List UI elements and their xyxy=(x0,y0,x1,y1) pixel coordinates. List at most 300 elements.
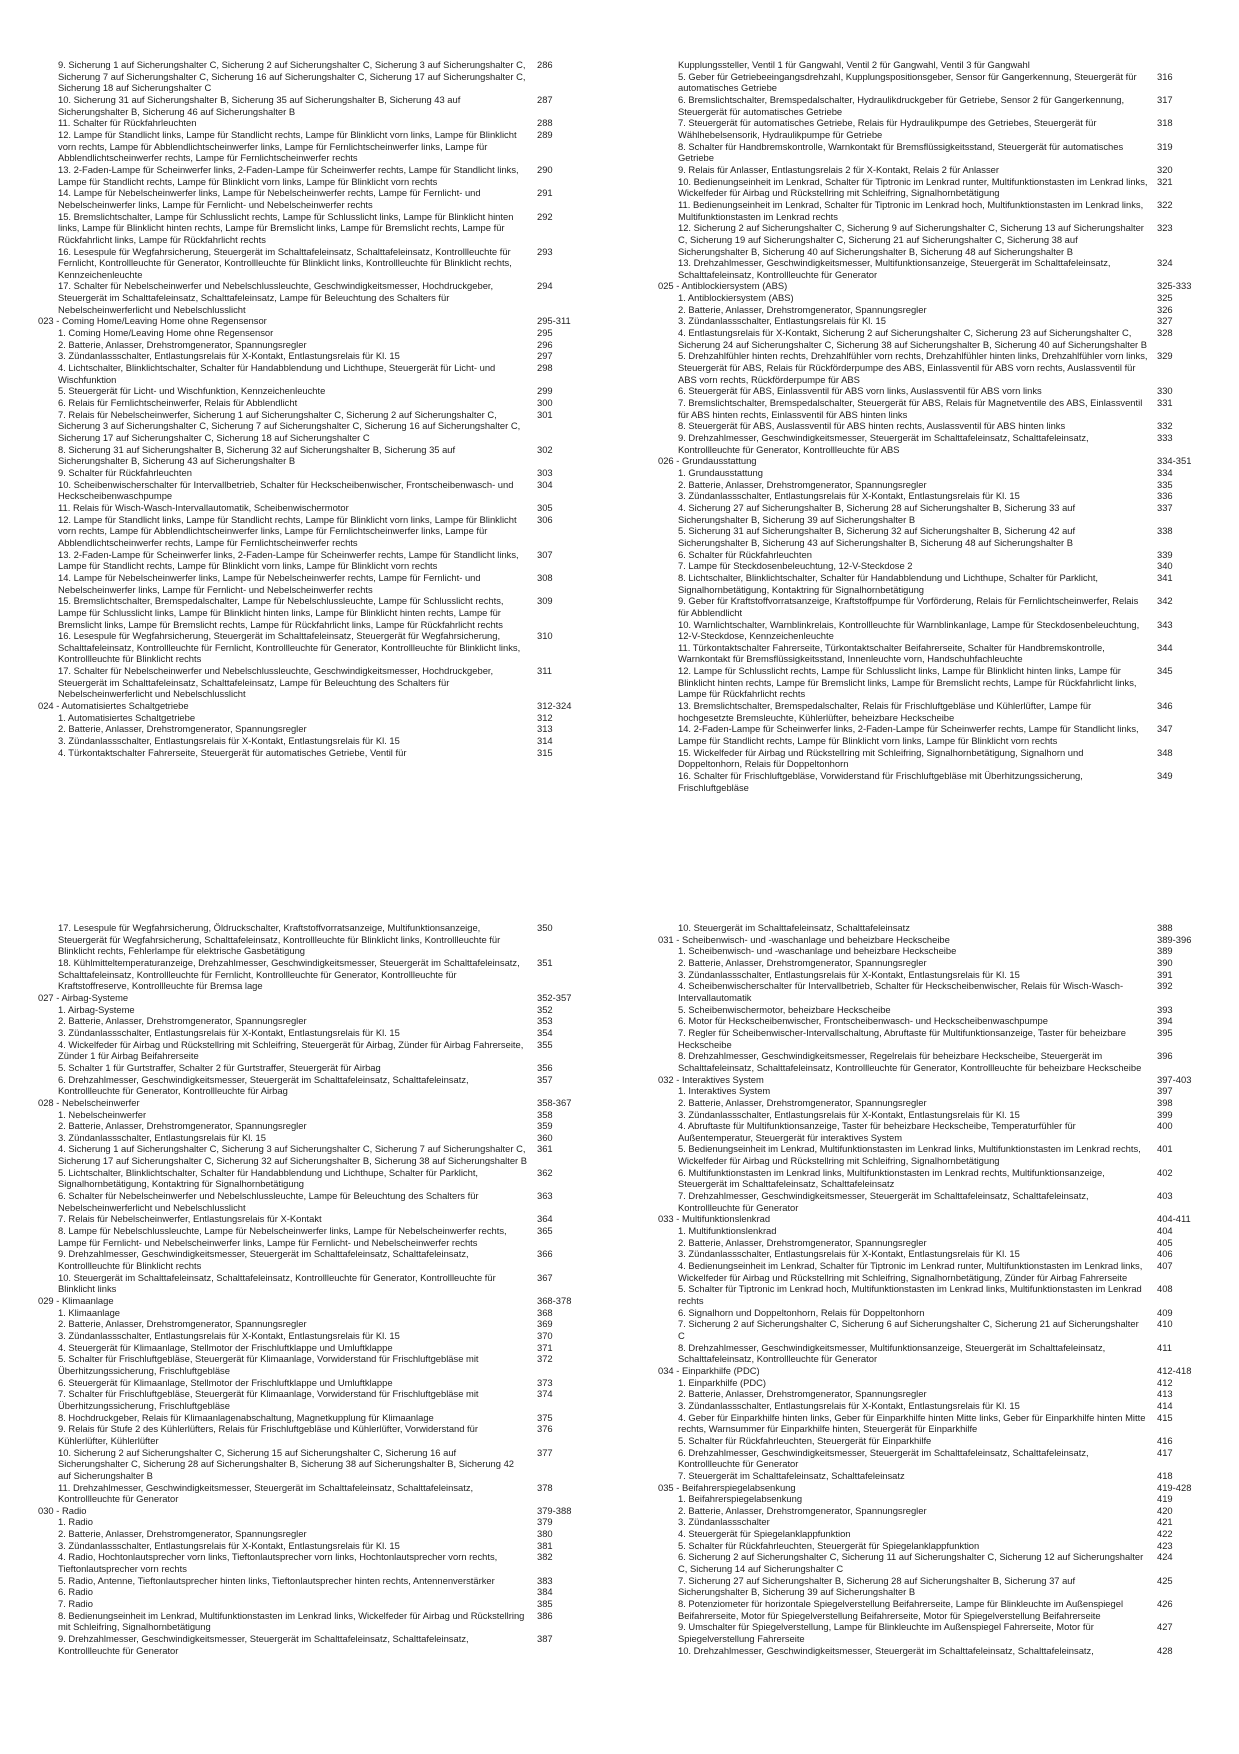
entry-page-number: 404 xyxy=(1157,1225,1173,1237)
toc-entry xyxy=(650,1505,1230,1517)
entry-page-number: 290 xyxy=(537,163,553,175)
toc-entry xyxy=(650,1551,1230,1574)
entry-title: 12. Lampe für Standlicht links, Lampe für Standlicht rechts, Lampe für Blinklicht vorn links, Lampe für Blinklicht vorn rechts, Lampe für Abblendlichtscheinwerfer links, Lampe für Fernlichtscheinwerfer links, Lampe für Abblendlichtscheinwerfer rechts, Lampe für Fernlichtscheinwerfer rechts xyxy=(58,128,517,164)
toc-entry xyxy=(650,304,1230,316)
entry-title: 8. Bedienungseinheit im Lenkrad, Multifunktionstasten im Lenkrad links, Wickelfeder für Airbag und Rückstellring mit Schleifring, Signalhornbetätigung xyxy=(58,1609,525,1633)
section-title: 035 - Beifahrerspiegelabsenkung xyxy=(658,1481,796,1493)
entry-page-number: 311 xyxy=(537,665,552,677)
entry-title: 4. Radio, Hochtonlautsprecher vorn links, Tieftonlautsprecher vorn links, Hochtonlautsprecher vorn rechts, Tieftonlautsprecher vorn rechts xyxy=(58,1551,498,1575)
entry-title: 8. Drehzahlmesser, Geschwindigkeitsmesser, Multifunktionsanzeige, Steuergerät im Schalttafeleinsatz, Schalttafeleinsatz, Kontrollleuchte für Generator xyxy=(678,1341,1106,1365)
entry-title: 6. Steuergerät für ABS, Einlassventil für ABS vorn links, Auslassventil für ABS vorn links xyxy=(678,385,1042,397)
entry-page-number: 338 xyxy=(1157,525,1173,537)
entry-title: 6. Multifunktionstasten im Lenkrad links, Multifunktionstasten im Lenkrad rechts, Multifunktionsanzeige, Steuergerät im Schalttafeleinsatz, Schalttafeleinsatz xyxy=(678,1166,1105,1190)
entry-page-number: 358 xyxy=(537,1108,553,1120)
entry-title: 1. Einparkhilfe (PDC) xyxy=(678,1376,767,1388)
toc-entry xyxy=(30,1190,610,1213)
toc-entry xyxy=(30,747,610,759)
entry-page-number: 337 xyxy=(1157,501,1173,513)
toc-entry xyxy=(650,1575,1230,1598)
entry-page-number: 298 xyxy=(537,362,553,374)
entry-title: 2. Batterie, Anlasser, Drehstromgenerator, Spannungsregler xyxy=(678,1388,927,1400)
entry-title: 8. Lichtschalter, Blinklichtschalter, Schalter für Handabblendung und Lichthupe, Schalter für Parklicht, Signalhornbetätigung, Kontaktring für Signalhornbetätigung xyxy=(678,571,1099,595)
section-title: 025 - Antiblockiersystem (ABS) xyxy=(658,280,788,292)
toc-entry xyxy=(30,1482,610,1505)
toc-entry xyxy=(650,665,1230,700)
entry-page-number: 363 xyxy=(537,1190,553,1202)
entry-page-number: 420 xyxy=(1157,1504,1173,1516)
toc-entry xyxy=(650,747,1230,770)
entry-page-number: 308 xyxy=(537,571,553,583)
toc-column-top-left xyxy=(30,59,610,758)
section-title: 027 - Airbag-Systeme xyxy=(38,991,129,1003)
toc-entry xyxy=(30,1027,610,1039)
entry-title: 9. Drehzahlmesser, Geschwindigkeitsmesser, Steuergerät im Schalttafeleinsatz, Schalttafeleinsatz, Kontrollleuchte für Blinklicht rechts xyxy=(58,1248,469,1272)
entry-page-number: 292 xyxy=(537,210,553,222)
toc-entry xyxy=(650,1598,1230,1621)
entry-page-number: 342 xyxy=(1157,595,1173,607)
entry-page-number: 295 xyxy=(537,327,553,339)
toc-entry xyxy=(650,1621,1230,1644)
toc-entry xyxy=(650,397,1230,420)
entry-page-number: 424 xyxy=(1157,1551,1173,1563)
entry-title: 13. 2-Faden-Lampe für Scheinwerfer links, 2-Faden-Lampe für Scheinwerfer rechts, Lampe für Standlicht links, Lampe für Standlicht rechts, Lampe für Blinklicht vorn links, Lampe für Blinklicht vorn rechts xyxy=(58,548,519,572)
entry-page-number: 355 xyxy=(537,1038,553,1050)
entry-page-number: 287 xyxy=(537,93,553,105)
toc-section-heading xyxy=(30,1097,610,1109)
entry-page-number: 398 xyxy=(1157,1096,1173,1108)
entry-title: 3. Zündanlassschalter, Entlastungsrelais für X-Kontakt, Entlastungsrelais für Kl. 15 xyxy=(58,350,400,362)
toc-entry xyxy=(30,1272,610,1295)
entry-title: 7. Relais für Nebelscheinwerfer, Entlastungsrelais für X-Kontakt xyxy=(58,1213,322,1225)
entry-title: 3. Zündanlassschalter, Entlastungsrelais für Kl. 15 xyxy=(58,1131,266,1143)
entry-page-number: 414 xyxy=(1157,1399,1173,1411)
entry-title: 1. Automatisiertes Schaltgetriebe xyxy=(58,711,196,723)
entry-title: 7. Steuergerät für automatisches Getriebe, Relais für Hydraulikpumpe des Getriebes, Steuergerät für Wählhebelsensorik, Hydraulikpumpe für Getriebe xyxy=(678,117,1097,140)
section-title: 024 - Automatisiertes Schaltgetriebe xyxy=(38,700,189,712)
toc-entry xyxy=(650,1050,1230,1073)
entry-title: 8. Sicherung 31 auf Sicherungshalter B, Sicherung 32 auf Sicherungshalter B, Sicherung 35 auf Sicherungshalter B, Sicherung 43 auf Sicherungshalter B xyxy=(58,443,456,467)
entry-title: 5. Geber für Getriebeeingangsdrehzahl, Kupplungspositionsgeber, Sensor für Gangerkennung, Steuergerät für automatisches Getriebe xyxy=(678,70,1137,94)
entry-page-number: 361 xyxy=(537,1143,553,1155)
entry-page-number: 323 xyxy=(1157,222,1173,234)
entry-title: 5. Drehzahlfühler hinten rechts, Drehzahlfühler vorn rechts, Drehzahlfühler hinten links, Drehzahlfühler vorn links, Steuergerät für ABS, Relais für Rückförderpumpe des ABS, Einlassventil für ABS vorn rechts, Auslassventil für ABS vorn rechts, Rückförderpumpe für ABS xyxy=(678,350,1148,385)
toc-entry xyxy=(30,94,610,117)
entry-page-number: 307 xyxy=(537,548,553,560)
toc-entry xyxy=(650,164,1230,176)
toc-entry xyxy=(30,1540,610,1552)
entry-page-number: 359 xyxy=(537,1120,553,1132)
entry-page-number: 368 xyxy=(537,1306,553,1318)
entry-page-number: 296 xyxy=(537,338,553,350)
toc-entry xyxy=(650,59,1230,71)
toc-entry xyxy=(650,490,1230,502)
entry-title: 7. Steuergerät im Schalttafeleinsatz, Schalttafeleinsatz xyxy=(678,1469,905,1481)
entry-page-number: 329 xyxy=(1157,350,1173,362)
toc-entry xyxy=(30,1039,610,1062)
toc-entry xyxy=(30,339,610,351)
toc-entry xyxy=(30,1353,610,1376)
toc-entry xyxy=(650,1528,1230,1540)
toc-entry xyxy=(650,1318,1230,1341)
toc-entry xyxy=(30,1388,610,1411)
toc-entry xyxy=(30,957,610,992)
toc-entry xyxy=(30,129,610,164)
toc-entry xyxy=(30,514,610,549)
entry-title: 4. Steuergerät für Klimaanlage, Stellmotor der Frischluftklappe und Umluftklappe xyxy=(58,1341,393,1353)
entry-page-number: 408 xyxy=(1157,1283,1173,1295)
toc-entry xyxy=(30,572,610,595)
toc-entry xyxy=(30,397,610,409)
entry-title: 5. Schalter für Rückfahrleuchten, Steuergerät für Einparkhilfe xyxy=(678,1434,932,1446)
entry-title: 4. Wickelfeder für Airbag und Rückstellring mit Schleifring, Steuergerät für Airbag, Zünder für Airbag Fahrerseite, Zünder 1 für Airbag Beifahrerseite xyxy=(58,1038,524,1062)
entry-title: 2. Batterie, Anlasser, Drehstromgenerator, Spannungsregler xyxy=(58,1015,307,1027)
section-title: 034 - Einparkhilfe (PDC) xyxy=(658,1364,760,1376)
entry-page-number: 390 xyxy=(1157,956,1173,968)
entry-title: 6. Schalter für Nebelscheinwerfer und Nebelschlussleuchte, Lampe für Beleuchtung des Schalters für Nebelscheinwerferlicht und Nebelschlusslicht xyxy=(58,1190,479,1213)
toc-entry xyxy=(650,560,1230,572)
entry-title: 8. Schalter für Handbremskontrolle, Warnkontakt für Bremsflüssigkeitsstand, Steuergerät für automatisches Getriebe xyxy=(678,140,1124,164)
toc-entry xyxy=(650,1225,1230,1237)
entry-page-number: 410 xyxy=(1157,1318,1173,1330)
toc-entry xyxy=(650,1400,1230,1412)
entry-title: 4. Lichtschalter, Blinklichtschalter, Schalter für Handabblendung und Lichthupe, Steuergerät für Licht- und Wischfunktion xyxy=(58,362,496,385)
entry-page-number: 306 xyxy=(537,513,553,525)
entry-title: 2. Batterie, Anlasser, Drehstromgenerator, Spannungsregler xyxy=(678,1504,927,1516)
entry-title: 1. Scheibenwisch- und -waschanlage und beheizbare Heckscheibe xyxy=(678,945,957,957)
toc-section-heading xyxy=(650,1482,1230,1494)
entry-title: 5. Schalter für Frischluftgebläse, Steuergerät für Klimaanlage, Vorwiderstand für Frischluftgebläse mit Überhitzungssicherung, Frischluftgebläse xyxy=(58,1353,479,1376)
toc-entry xyxy=(30,467,610,479)
entry-page-number: 383 xyxy=(537,1574,553,1586)
entry-title: 8. Drehzahlmesser, Geschwindigkeitsmesser, Regelrelais für beheizbare Heckscheibe, Steuergerät im Schalttafeleinsatz, Schalttafeleinsatz, Kontrollleuchte für Generator, Kontrollleuchte für beheizbare Heckscheibe xyxy=(678,1050,1142,1073)
entry-page-number: 335 xyxy=(1157,478,1173,490)
entry-title: 4. Abruftaste für Multifunktionsanzeige, Taster für beheizbare Heckscheibe, Temperaturfühler für Außentemperatur, Steuergerät für interaktives System xyxy=(678,1120,1076,1143)
entry-page-number: 372 xyxy=(537,1353,553,1365)
entry-title: 12. Lampe für Schlusslicht rechts, Lampe für Schlusslicht links, Lampe für Blinklicht hinten links, Lampe für Blinklicht hinten rechts, Lampe für Bremslicht links, Lampe für Bremslicht rechts, Lampe für Rückfahrlicht links, Lampe für Rückfahrlicht rechts xyxy=(678,665,1137,700)
section-title: 032 - Interaktives System xyxy=(658,1073,764,1085)
entry-title: 5. Sicherung 31 auf Sicherungshalter B, Sicherung 32 auf Sicherungshalter B, Sicherung 42 auf Sicherungshalter B, Sicherung 43 auf Sicherungshalter B, Sicherung 48 auf Sicherungshalter B xyxy=(678,525,1076,548)
entry-title: 5. Scheibenwischermotor, beheizbare Heckscheibe xyxy=(678,1003,891,1015)
entry-title: 7. Regler für Scheibenwischer-Intervallschaltung, Abruftaste für Multifunktionsanzeige, Taster für beheizbare Heckscheibe xyxy=(678,1026,1126,1050)
entry-page-number: 341 xyxy=(1157,571,1173,583)
entry-page-number: 422 xyxy=(1157,1528,1173,1540)
toc-entry xyxy=(30,712,610,724)
entry-title: 9. Sicherung 1 auf Sicherungshalter C, Sicherung 2 auf Sicherungshalter C, Sicherung 3 auf Sicherungshalter C, Sicherung 7 auf Sicherungshalter C, Sicherung 16 auf Sicherungshalter C, Sicherung 17 auf Sicherungshalter C, Sicherung 18 auf Sicherungshalter C xyxy=(58,59,526,94)
toc-entry xyxy=(650,1540,1230,1552)
entry-page-number: 314 xyxy=(537,735,553,747)
toc-entry xyxy=(30,211,610,246)
toc-entry xyxy=(650,969,1230,981)
toc-entry xyxy=(30,187,610,210)
entry-title: 5. Schalter 1 für Gurtstraffer, Schalter 2 für Gurtstraffer, Steuergerät für Airbag xyxy=(58,1061,381,1073)
toc-section-heading xyxy=(30,700,610,712)
section-page-range: 334-351 xyxy=(1157,455,1192,467)
entry-page-number: 373 xyxy=(537,1376,553,1388)
entry-page-number: 345 xyxy=(1157,665,1173,677)
entry-title: 9. Umschalter für Spiegelverstellung, Lampe für Blinkleuchte im Außenspiegel Fahrerseite, Motor für Spiegelverstellung Fahrerseite xyxy=(678,1621,1094,1645)
entry-page-number: 317 xyxy=(1157,93,1173,105)
entry-page-number: 357 xyxy=(537,1073,553,1085)
entry-page-number: 316 xyxy=(1157,70,1173,82)
entry-title: 11. Bedienungseinheit im Lenkrad, Schalter für Tiptronic im Lenkrad hoch, Multifunktionstasten im Lenkrad links, Multifunktionstasten im Lenkrad rechts xyxy=(678,198,1144,222)
toc-entry xyxy=(650,1143,1230,1166)
entry-title: 14. 2-Faden-Lampe für Scheinwerfer links, 2-Faden-Lampe für Scheinwerfer rechts, Lampe für Standlicht links, Lampe für Standlicht rechts, Lampe für Blinklicht vorn links, Lampe für Blinklicht vorn rechts xyxy=(678,723,1139,747)
entry-page-number: 409 xyxy=(1157,1306,1173,1318)
entry-page-number: 349 xyxy=(1157,770,1173,782)
entry-title: 14. Lampe für Nebelscheinwerfer links, Lampe für Nebelscheinwerfer rechts, Lampe für Fernlicht- und Nebelscheinwerfer links, Lampe für Fernlicht- und Nebelscheinwerfer rechts xyxy=(58,187,481,210)
entry-title: 3. Zündanlassschalter, Entlastungsrelais für X-Kontakt, Entlastungsrelais für Kl. 15 xyxy=(678,1108,1020,1120)
section-title: 029 - Klimaanlage xyxy=(38,1295,114,1306)
toc-entry xyxy=(30,1610,610,1633)
entry-page-number: 331 xyxy=(1157,397,1173,409)
toc-entry xyxy=(650,1388,1230,1400)
toc-entry xyxy=(650,700,1230,723)
entry-page-number: 392 xyxy=(1157,980,1173,992)
section-title: 031 - Scheibenwisch- und -waschanlage und beheizbare Heckscheibe xyxy=(658,933,950,945)
toc-entry xyxy=(30,1248,610,1271)
entry-title: 13. Drehzahlmesser, Geschwindigkeitsmesser, Multifunktionsanzeige, Steuergerät im Schalttafeleinsatz, Schalttafeleinsatz, Kontrollleuchte für Generator xyxy=(678,257,1111,280)
toc-entry xyxy=(30,1551,610,1574)
entry-title: 1. Grundausstattung xyxy=(678,466,763,478)
entry-title: 4. Scheibenwischerschalter für Intervallbetrieb, Schalter für Heckscheibenwischer, Relais für Wisch-Wasch-Intervallautomatik xyxy=(678,980,1124,1003)
entry-page-number: 301 xyxy=(537,408,553,420)
entry-page-number: 300 xyxy=(537,397,553,409)
entry-title: 1. Multifunktionslenkrad xyxy=(678,1225,777,1237)
toc-entry xyxy=(650,1435,1230,1447)
entry-title: 16. Lesespule für Wegfahrsicherung, Steuergerät im Schalttafeleinsatz, Schalttafeleinsatz, Kontrollleuchte für Fernlicht, Kontrollleuchte für Generator, Kontrollleuchte für Blinklicht links, Kontrollleuchte für Blinklicht rechts, Kennzeichenleuchte xyxy=(58,245,512,280)
toc-section-heading xyxy=(30,315,610,327)
entry-title: 13. Bremslichtschalter, Bremspedalschalter, Relais für Frischluftgebläse und Kühlerlüfter, Lampe für hochgesetzte Bremsleuchte, Kühlerlüfter, beheizbare Heckscheibe xyxy=(678,700,1092,723)
entry-title: 9. Relais für Stufe 2 des Kühlerlüfters, Relais für Frischluftgebläse und Kühlerlüfter, Vorwiderstand für Kühlerlüfter, Kühlerlüfter xyxy=(58,1423,479,1446)
entry-title: 3. Zündanlassschalter, Entlastungsrelais für X-Kontakt, Entlastungsrelais für Kl. 15 xyxy=(678,490,1020,502)
entry-title: 7. Schalter für Frischluftgebläse, Steuergerät für Klimaanlage, Vorwiderstand für Frischluftgebläse mit Überhitzungssicherung, Frischluftgebläse xyxy=(58,1388,479,1411)
toc-entry xyxy=(650,222,1230,257)
entry-page-number: 353 xyxy=(537,1015,553,1027)
entry-title: 10. Sicherung 31 auf Sicherungshalter B, Sicherung 35 auf Sicherungshalter B, Sicherung 43 auf Sicherungshalter B, Sicherung 46 auf Sicherungshalter B xyxy=(58,93,461,117)
toc-entry xyxy=(30,1528,610,1540)
section-page-range: 404-411 xyxy=(1157,1213,1191,1225)
entry-page-number: 377 xyxy=(537,1446,553,1458)
toc-entry xyxy=(30,1074,610,1097)
entry-title: 7. Sicherung 2 auf Sicherungshalter C, Sicherung 6 auf Sicherungshalter C, Sicherung 21 auf Sicherungshalter C xyxy=(678,1318,1139,1341)
toc-entry xyxy=(30,1342,610,1354)
toc-entry xyxy=(30,723,610,735)
entry-title: 14. Lampe für Nebelscheinwerfer links, Lampe für Nebelscheinwerfer rechts, Lampe für Fernlicht- und Nebelscheinwerfer links, Lampe für Fernlicht- und Nebelscheinwerfer rechts xyxy=(58,571,481,595)
entry-title: 6. Drehzahlmesser, Geschwindigkeitsmesser, Steuergerät im Schalttafeleinsatz, Schalttafeleinsatz, Kontrollleuchte für Generator, Kontrollleuchte für Airbag xyxy=(58,1073,469,1097)
entry-page-number: 417 xyxy=(1157,1446,1173,1458)
entry-title: 10. Sicherung 2 auf Sicherungshalter C, Sicherung 15 auf Sicherungshalter C, Sicherung 16 auf Sicherungshalter C, Sicherung 28 auf Sicherungshalter B, Sicherung 38 auf Sicherungshalter B, Sicherung 42 auf Sicherungshalter B xyxy=(58,1446,515,1481)
entry-page-number: 312 xyxy=(537,711,553,723)
toc-entry xyxy=(30,1004,610,1016)
toc-entry xyxy=(30,502,610,514)
section-page-range: 358-367 xyxy=(537,1096,572,1108)
entry-page-number: 402 xyxy=(1157,1166,1173,1178)
entry-title: 2. Batterie, Anlasser, Drehstromgenerator, Spannungsregler xyxy=(678,1236,927,1248)
entry-title: 10. Steuergerät im Schalttafeleinsatz, Schalttafeleinsatz, Kontrollleuchte für Generator, Kontrollleuchte für Blinklicht links xyxy=(58,1271,496,1295)
entry-title: 6. Relais für Fernlichtscheinwerfer, Relais für Abblendlicht xyxy=(58,397,298,409)
entry-title: 10. Steuergerät im Schalttafeleinsatz, Schalttafeleinsatz xyxy=(678,922,910,933)
toc-entry xyxy=(30,1143,610,1166)
toc-entry xyxy=(650,71,1230,94)
entry-page-number: 297 xyxy=(537,350,553,362)
toc-entry xyxy=(30,1109,610,1121)
entry-title: 1. Nebelscheinwerfer xyxy=(58,1108,147,1120)
toc-entry xyxy=(650,199,1230,222)
entry-page-number: 352 xyxy=(537,1003,553,1015)
entry-title: 8. Potenziometer für horizontale Spiegelverstellung Beifahrerseite, Lampe für Blinkleuchte im Außenspiegel Beifahrerseite, Motor für Spiegelverstellung Beifahrerseite, Motor für Spiegelverstellung Beifahrerseite xyxy=(678,1598,1124,1621)
toc-entry xyxy=(650,1342,1230,1365)
entry-title: 9. Schalter für Rückfahrleuchten xyxy=(58,466,192,478)
entry-title: 10. Warnlichtschalter, Warnblinkrelais, Kontrollleuchte für Warnblinkanlage, Lampe für Steckdosenbeleuchtung, 12-V-Steckdose, Kennzeichenleuchte xyxy=(678,618,1140,642)
entry-page-number: 346 xyxy=(1157,700,1173,712)
entry-title: 7. Sicherung 27 auf Sicherungshalter B, Sicherung 28 auf Sicherungshalter B, Sicherung 37 auf Sicherungshalter B, Sicherung 39 auf Sicherungshalter B xyxy=(678,1574,1076,1598)
entry-page-number: 412 xyxy=(1157,1376,1173,1388)
entry-title: 4. Entlastungsrelais für X-Kontakt, Sicherung 2 auf Sicherungshalter C, Sicherung 23 auf Sicherungshalter C, Sicherung 24 auf Sicherungshalter C, Sicherung 38 auf Sicherungshalter B, Sicherung 40 auf Sicherungshalter B xyxy=(678,327,1148,350)
toc-entry xyxy=(30,385,610,397)
toc-entry xyxy=(30,1225,610,1248)
entry-page-number: 299 xyxy=(537,385,553,397)
section-title: 023 - Coming Home/Leaving Home ohne Regensensor xyxy=(38,315,267,327)
toc-entry xyxy=(30,1330,610,1342)
entry-title: 6. Steuergerät für Klimaanlage, Stellmotor der Frischluftklappe und Umluftklappe xyxy=(58,1376,393,1388)
toc-entry xyxy=(650,1260,1230,1283)
entry-page-number: 318 xyxy=(1157,117,1173,129)
entry-title: 11. Drehzahlmesser, Geschwindigkeitsmesser, Steuergerät im Schalttafeleinsatz, Schalttafeleinsatz, Kontrollleuchte für Generator xyxy=(58,1481,474,1505)
entry-page-number: 401 xyxy=(1157,1143,1173,1155)
entry-title: 2. Batterie, Anlasser, Drehstromgenerator, Spannungsregler xyxy=(58,338,307,350)
entry-page-number: 394 xyxy=(1157,1015,1173,1027)
entry-page-number: 423 xyxy=(1157,1539,1173,1551)
toc-entry xyxy=(650,420,1230,432)
toc-entry xyxy=(30,1586,610,1598)
toc-entry xyxy=(650,432,1230,455)
entry-title: 2. Batterie, Anlasser, Drehstromgenerator, Spannungsregler xyxy=(678,956,927,968)
entry-title: 3. Zündanlassschalter, Entlastungsrelais für Kl. 15 xyxy=(678,315,886,327)
entry-title: 8. Lampe für Nebelschlussleuchte, Lampe für Nebelscheinwerfer links, Lampe für Nebelscheinwerfer rechts, Lampe für Fernlicht- und Nebelscheinwerfer links, Lampe für Fernlicht- und Nebelscheinwerfer rechts xyxy=(58,1225,507,1248)
entry-page-number: 411 xyxy=(1157,1341,1172,1353)
entry-page-number: 289 xyxy=(537,128,553,140)
toc-entry xyxy=(650,1447,1230,1470)
entry-page-number: 395 xyxy=(1157,1026,1173,1038)
toc-entry xyxy=(30,735,610,747)
entry-title: 17. Lesespule für Wegfahrsicherung, Öldruckschalter, Kraftstoffvorratsanzeige, Multifunktionsanzeige, Steuergerät für Wegfahrsicherung, Schalttafeleinsatz, Kontrollleuchte für Blinklicht links, Kontrollleuchte für Blinklicht rechts, Fehlerlampe für elektrische Gasbetätigung xyxy=(58,922,501,957)
entry-page-number: 310 xyxy=(537,630,553,642)
toc-entry xyxy=(30,1213,610,1225)
toc-entry xyxy=(650,595,1230,618)
entry-title: 2. Batterie, Anlasser, Drehstromgenerator, Spannungsregler xyxy=(58,1120,307,1132)
entry-page-number: 320 xyxy=(1157,163,1173,175)
entry-title: 6. Schalter für Rückfahrleuchten xyxy=(678,548,812,560)
toc-entry xyxy=(30,327,610,339)
toc-entry xyxy=(30,549,610,572)
section-page-range: 412-418 xyxy=(1157,1364,1192,1376)
toc-entry xyxy=(30,1167,610,1190)
entry-title: 3. Zündanlassschalter, Entlastungsrelais für X-Kontakt, Entlastungsrelais für Kl. 15 xyxy=(678,968,1020,980)
toc-section-heading xyxy=(650,1074,1230,1086)
entry-page-number: 293 xyxy=(537,245,553,257)
toc-entry xyxy=(650,502,1230,525)
toc-entry xyxy=(650,117,1230,140)
section-page-range: 419-428 xyxy=(1157,1481,1192,1493)
entry-title: 10. Drehzahlmesser, Geschwindigkeitsmesser, Steuergerät im Schalttafeleinsatz, Schalttafeleinsatz, xyxy=(678,1644,1094,1656)
entry-title: 5. Schalter für Rückfahrleuchten, Steuergerät für Spiegelanklappfunktion xyxy=(678,1539,980,1551)
entry-page-number: 364 xyxy=(537,1213,553,1225)
entry-page-number: 294 xyxy=(537,280,553,292)
toc-entry xyxy=(650,1109,1230,1121)
toc-section-heading xyxy=(650,455,1230,467)
entry-page-number: 421 xyxy=(1157,1516,1173,1528)
section-page-range: 368-378 xyxy=(537,1295,572,1306)
entry-title: 11. Relais für Wisch-Wasch-Intervallautomatik, Scheibenwischermotor xyxy=(58,501,349,513)
entry-page-number: 371 xyxy=(537,1341,553,1353)
entry-title: 9. Drehzahlmesser, Geschwindigkeitsmesser, Steuergerät im Schalttafeleinsatz, Schalttafeleinsatz, Kontrollleuchte für Generator xyxy=(58,1633,469,1656)
entry-title: 1. Interaktives System xyxy=(678,1085,771,1097)
entry-page-number: 348 xyxy=(1157,746,1173,758)
toc-entry xyxy=(30,1318,610,1330)
toc-entry xyxy=(650,1307,1230,1319)
entry-page-number: 332 xyxy=(1157,420,1173,432)
entry-page-number: 328 xyxy=(1157,327,1173,339)
toc-entry xyxy=(30,1377,610,1389)
toc-entry xyxy=(30,1132,610,1144)
entry-page-number: 324 xyxy=(1157,257,1173,269)
entry-title: 15. Bremslichtschalter, Bremspedalschalter, Lampe für Nebelschlussleuchte, Lampe für Schlusslicht rechts, Lampe für Schlusslicht links, Lampe für Blinklicht hinten links, Lampe für Blinklicht hinten rechts, Lampe für Bremslicht links, Lampe für Bremslicht rechts, Lampe für Rückfahrlicht links, Lampe für Rückfahrlicht rechts xyxy=(58,595,504,630)
entry-title: 2. Batterie, Anlasser, Drehstromgenerator, Spannungsregler xyxy=(678,1096,927,1108)
entry-page-number: 327 xyxy=(1157,315,1173,327)
entry-page-number: 288 xyxy=(537,117,553,129)
toc-entry xyxy=(30,280,610,315)
entry-page-number: 400 xyxy=(1157,1120,1173,1132)
toc-entry xyxy=(650,176,1230,199)
entry-title: 7. Drehzahlmesser, Geschwindigkeitsmesser, Steuergerät im Schalttafeleinsatz, Schalttafeleinsatz, Kontrollleuchte für Generator xyxy=(678,1190,1089,1213)
toc-entry xyxy=(650,1470,1230,1482)
toc-entry xyxy=(650,1004,1230,1016)
toc-entry xyxy=(650,315,1230,327)
toc-entry xyxy=(30,1633,610,1656)
toc-entry xyxy=(650,327,1230,350)
entry-title: 2. Batterie, Anlasser, Drehstromgenerator, Spannungsregler xyxy=(58,1318,307,1330)
entry-page-number: 351 xyxy=(537,956,553,968)
toc-entry xyxy=(30,164,610,187)
entry-page-number: 336 xyxy=(1157,490,1173,502)
entry-title: Kupplungssteller, Ventil 1 für Gangwahl, Ventil 2 für Gangwahl, Ventil 3 für Gangwahl xyxy=(678,59,1030,70)
entry-page-number: 391 xyxy=(1157,968,1173,980)
toc-entry xyxy=(30,1575,610,1587)
entry-title: 9. Relais für Anlasser, Entlastungsrelais 2 für X-Kontakt, Relais 2 für Anlasser xyxy=(678,163,999,175)
entry-title: 2. Batterie, Anlasser, Drehstromgenerator, Spannungsregler xyxy=(58,723,307,735)
entry-page-number: 291 xyxy=(537,187,553,199)
entry-title: 1. Beifahrerspiegelabsenkung xyxy=(678,1493,803,1505)
toc-entry xyxy=(30,479,610,502)
entry-page-number: 302 xyxy=(537,443,553,455)
entry-title: 4. Bedienungseinheit im Lenkrad, Schalter für Tiptronic im Lenkrad runter, Multifunktionstasten im Lenkrad links, Wickelfeder für Airbag und Rückstellring mit Schleifring, Signalhornbetätigung, Zünder für Airbag Fahrerseite xyxy=(678,1260,1143,1283)
entry-title: 1. Coming Home/Leaving Home ohne Regensensor xyxy=(58,327,274,339)
entry-page-number: 286 xyxy=(537,59,553,70)
entry-page-number: 388 xyxy=(1157,922,1173,933)
entry-title: 6. Sicherung 2 auf Sicherungshalter C, Sicherung 11 auf Sicherungshalter C, Sicherung 12 auf Sicherungshalter C, Sicherung 14 auf Sicherungshalter C xyxy=(678,1551,1144,1575)
toc-entry xyxy=(650,1027,1230,1050)
entry-page-number: 399 xyxy=(1157,1108,1173,1120)
entry-title: 3. Zündanlassschalter, Entlastungsrelais für X-Kontakt, Entlastungsrelais für Kl. 15 xyxy=(58,1539,400,1551)
entry-title: 3. Zündanlassschalter, Entlastungsrelais für X-Kontakt, Entlastungsrelais für Kl. 15 xyxy=(58,1329,400,1341)
entry-page-number: 322 xyxy=(1157,198,1173,210)
entry-page-number: 305 xyxy=(537,501,553,513)
toc-column-bottom-left xyxy=(30,922,610,1656)
toc-entry xyxy=(30,1423,610,1446)
entry-title: 9. Geber für Kraftstoffvorratsanzeige, Kraftstoffpumpe für Vorförderung, Relais für Fernlichtscheinwerfer, Relais für Abblendlicht xyxy=(678,595,1139,618)
entry-page-number: 315 xyxy=(537,746,553,758)
entry-title: 6. Signalhorn und Doppeltonhorn, Relais für Doppeltonhorn xyxy=(678,1306,925,1318)
